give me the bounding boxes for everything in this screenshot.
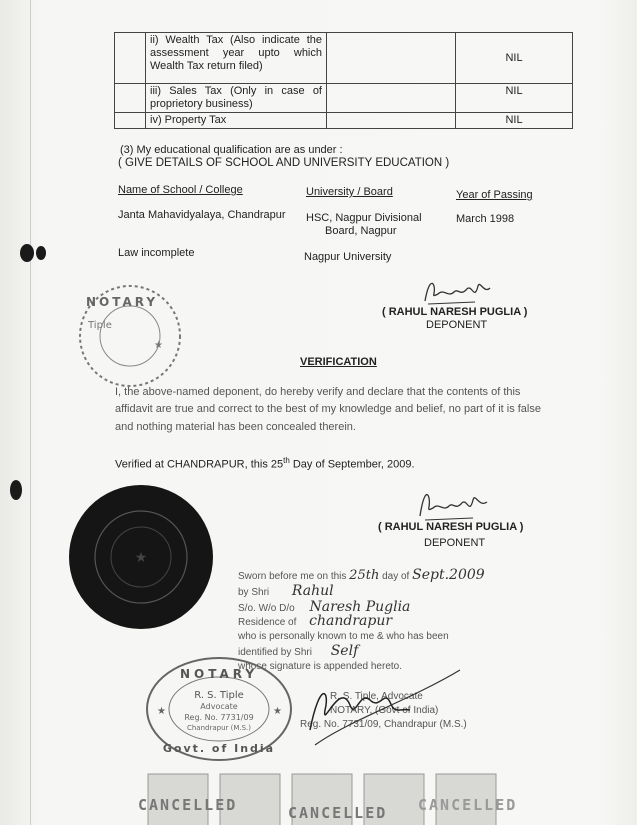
education-instruction: ( GIVE DETAILS OF SCHOOL AND UNIVERSITY EDUCATION ) xyxy=(118,157,450,169)
verified-sup: th xyxy=(283,456,290,465)
sworn-place: chandrapur xyxy=(309,613,393,629)
board-1-line1: HSC, Nagpur Divisional xyxy=(306,212,422,224)
sworn-month: Sept.2009 xyxy=(412,567,485,583)
board-1-line2: Board, Nagpur xyxy=(325,225,397,237)
sworn-line-4 xyxy=(238,614,392,630)
verification-line-3: and nothing material has been concealed therein. xyxy=(115,421,356,433)
tax-value: NIL xyxy=(456,33,573,84)
sworn-day: 25th xyxy=(349,568,380,583)
cancelled-mark-1: CANCELLED xyxy=(138,796,238,814)
cancelled-mark-3: CANCELLED xyxy=(418,796,518,814)
sworn-parent: Naresh Puglia xyxy=(309,599,411,615)
sworn-relation: S/o. W/o D/o xyxy=(238,603,295,614)
verification-line-2: affidavit are true and correct to the best of my knowledge and belief, no part of it is false xyxy=(115,403,541,415)
notary-small-name: Tiple xyxy=(88,320,112,331)
notary-stamp-small xyxy=(68,278,168,388)
verification-line-1: I, the above-named deponent, do hereby verify and declare that the contents of this xyxy=(115,386,521,398)
verified-suffix: Day of September, 2009. xyxy=(289,458,415,471)
tax-value: NIL xyxy=(456,84,573,113)
sworn-line-5: who is personally known to me & who has been xyxy=(238,631,449,642)
deponent-role-2: DEPONENT xyxy=(424,537,486,549)
board-2: Nagpur University xyxy=(304,251,392,263)
deponent-name-1: ( RAHUL NARESH PUGLIA ) xyxy=(382,306,528,318)
sworn-prefix: Sworn before me on this xyxy=(238,571,347,582)
stamp-notary-top: NOTARY xyxy=(179,667,259,681)
header-year: Year of Passing xyxy=(456,189,533,201)
tax-value: NIL xyxy=(456,113,573,129)
header-board: University / Board xyxy=(306,186,393,198)
notary-signature xyxy=(300,660,470,755)
page-fold xyxy=(30,0,31,825)
sworn-residence: Residence of xyxy=(238,617,297,628)
sworn-line-2 xyxy=(238,584,334,600)
verified-prefix: Verified at CHANDRAPUR, this 25 xyxy=(115,458,284,471)
stamp-notary-bottom: Govt. of India xyxy=(162,742,276,755)
deponent-name-2: ( RAHUL NARESH PUGLIA ) xyxy=(378,521,524,533)
star-icon: ★ xyxy=(154,340,163,351)
sworn-line-1 xyxy=(238,568,485,584)
star-icon: ★ xyxy=(134,549,148,565)
punch-hole-bottom xyxy=(10,480,22,500)
header-school: Name of School / College xyxy=(118,184,243,196)
notary-line-1: R. S. Tiple, Advocate xyxy=(330,691,423,702)
school-2: Law incomplete xyxy=(118,247,195,259)
punch-hole-top-2 xyxy=(36,246,46,260)
stamp-notary-sub: Advocate xyxy=(200,702,238,711)
verified-at xyxy=(115,454,415,472)
notary-line-3: Reg. No. 7731/09, Chandrapur (M.S.) xyxy=(300,719,467,730)
school-1: Janta Mahavidyalaya, Chandrapur xyxy=(118,209,286,221)
tax-label: iv) Property Tax xyxy=(146,113,327,129)
education-intro: (3) My educational qualification are as under : xyxy=(120,144,343,156)
star-icon: ★ xyxy=(157,706,166,717)
stamp-notary-name: R. S. Tiple xyxy=(194,690,244,701)
sworn-by: by Shri xyxy=(238,587,270,598)
revenue-stamps xyxy=(138,770,528,825)
embossed-seal xyxy=(62,478,220,636)
tax-table xyxy=(114,32,573,129)
table-row xyxy=(115,113,573,129)
sworn-name: Rahul xyxy=(291,583,334,599)
deponent-signature-1 xyxy=(420,276,495,308)
cancelled-mark-2: CANCELLED xyxy=(288,804,388,822)
table-row xyxy=(115,84,573,113)
stamp-notary-place: Chandrapur (M.S.) xyxy=(186,724,252,732)
tax-label: ii) Wealth Tax (Also indicate the assessment year upto which Wealth Tax return filed) xyxy=(146,33,327,84)
table-row xyxy=(115,33,573,84)
tax-label: iii) Sales Tax (Only in case of proprietory business) xyxy=(146,84,327,113)
notary-line-2: NOTARY, (Govt of India) xyxy=(330,705,439,716)
verification-title: VERIFICATION xyxy=(300,356,377,368)
sworn-mid: day of xyxy=(382,571,410,582)
stamp-notary-reg: Reg. No. 7731/09 xyxy=(184,713,254,722)
sworn-identified: identified by Shri xyxy=(238,647,312,658)
notary-oval-stamp xyxy=(145,656,293,762)
deponent-signature-2 xyxy=(415,488,495,524)
sworn-identifier: Self xyxy=(330,643,359,659)
year-1: March 1998 xyxy=(456,213,515,225)
star-icon: ★ xyxy=(273,706,282,717)
punch-hole-top xyxy=(20,244,34,262)
notary-small-top: NOTARY xyxy=(86,295,159,309)
sworn-line-7: whose signature is appended hereto. xyxy=(238,661,403,672)
deponent-role-1: DEPONENT xyxy=(426,319,488,331)
